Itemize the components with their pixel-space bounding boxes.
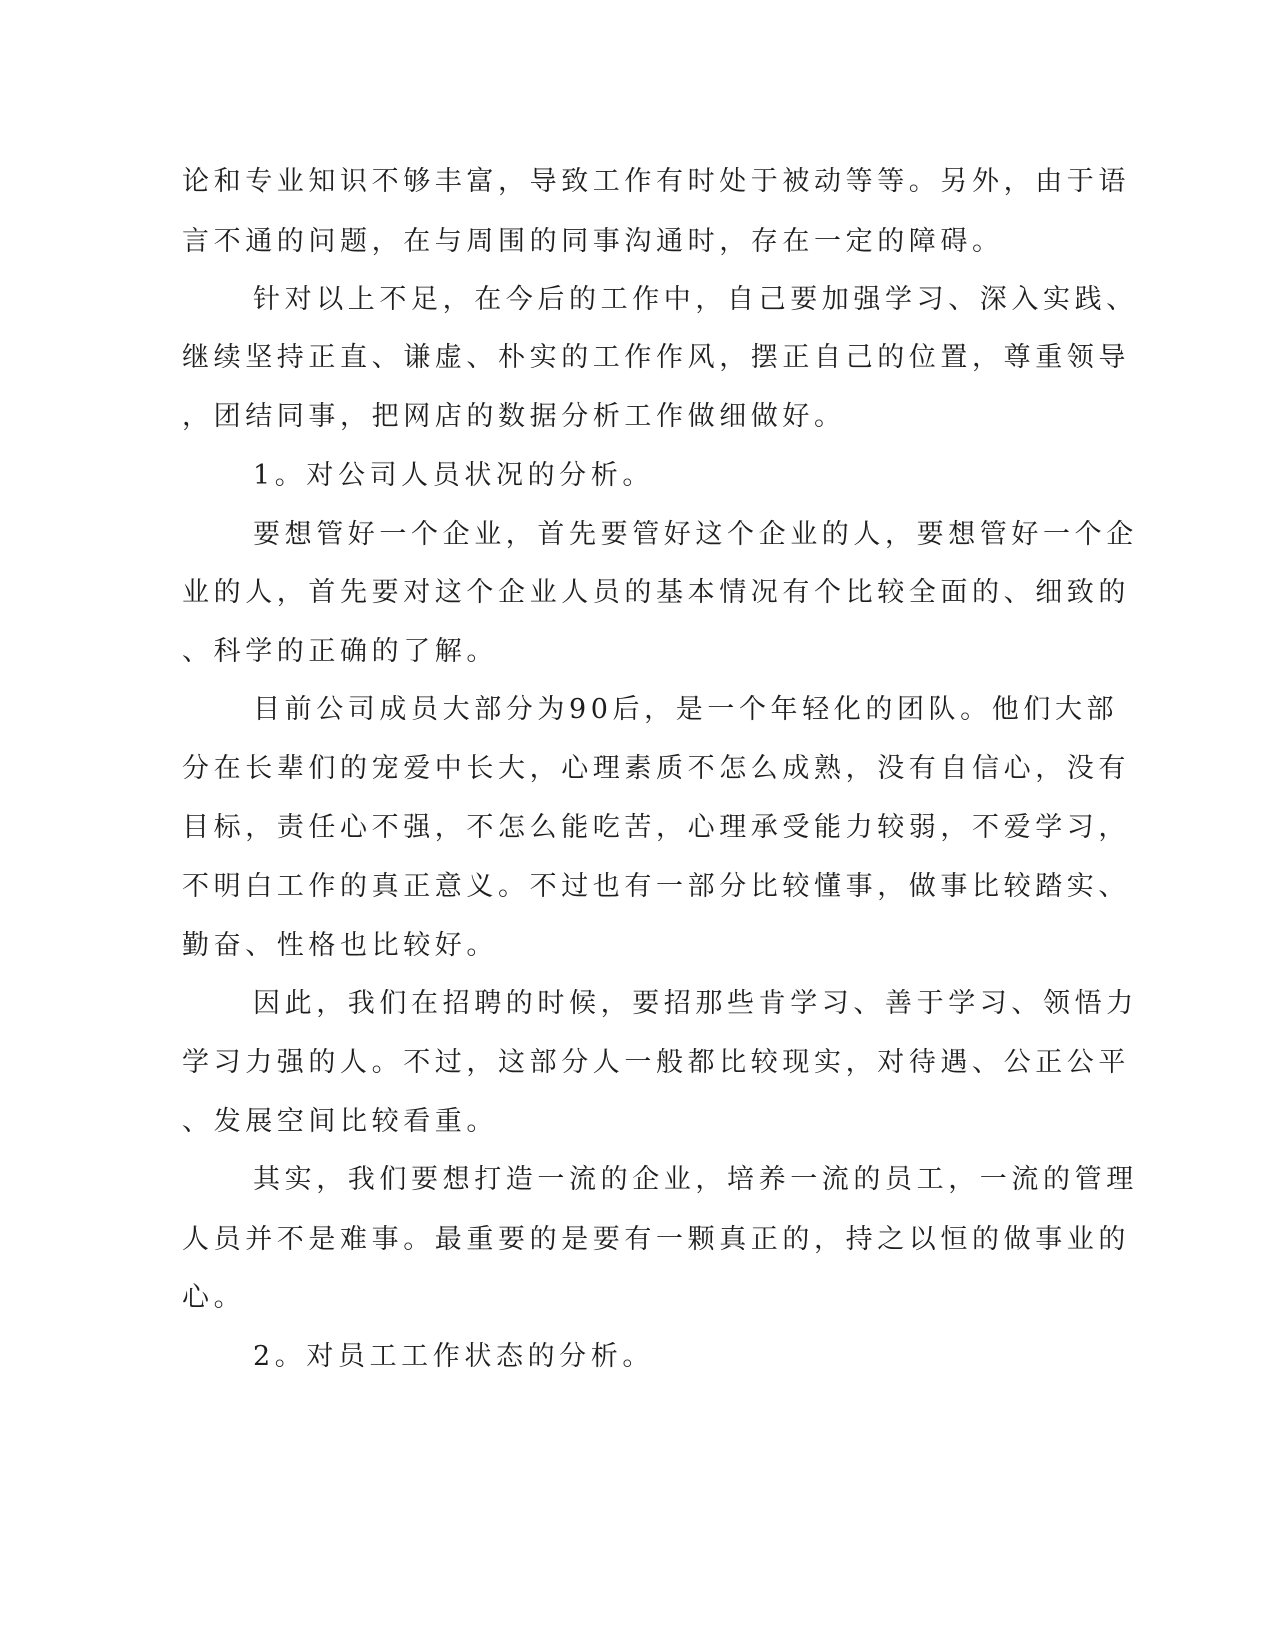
paragraph-line: 言不通的问题，在与周围的同事沟通时，存在一定的障碍。 <box>182 226 1004 257</box>
paragraph-line: ，团结同事，把网店的数据分析工作做细做好。 <box>182 401 846 432</box>
paragraph-line: 、科学的正确的了解。 <box>182 636 498 667</box>
paragraph-line: 、发展空间比较看重。 <box>182 1106 498 1137</box>
paragraph-line: 业的人，首先要对这个企业人员的基本情况有个比较全面的、细致的 <box>182 577 1130 608</box>
section-heading: 1。对公司人员状况的分析。 <box>253 460 654 491</box>
paragraph-line: 目标，责任心不强，不怎么能吃苦，心理承受能力较弱，不爱学习， <box>182 812 1130 843</box>
paragraph-line: 目前公司成员大部分为90后，是一个年轻化的团队。他们大部 <box>253 694 1119 725</box>
paragraph-line: 人员并不是难事。最重要的是要有一颗真正的，持之以恒的做事业的 <box>182 1224 1130 1255</box>
paragraph-line: 勤奋、性格也比较好。 <box>182 930 498 961</box>
section-heading: 2。对员工工作状态的分析。 <box>253 1341 654 1372</box>
paragraph-line: 心。 <box>182 1282 246 1313</box>
paragraph-line: 针对以上不足，在今后的工作中，自己要加强学习、深入实践、 <box>253 284 1138 315</box>
paragraph-line: 因此，我们在招聘的时候，要招那些肯学习、善于学习、领悟力 <box>253 988 1138 1019</box>
paragraph-line: 继续坚持正直、谦虚、朴实的工作作风，摆正自己的位置，尊重领导 <box>182 342 1130 373</box>
paragraph-line: 不明白工作的真正意义。不过也有一部分比较懂事，做事比较踏实、 <box>182 871 1130 902</box>
paragraph-line: 论和专业知识不够丰富，导致工作有时处于被动等等。另外，由于语 <box>182 166 1130 197</box>
paragraph-line: 其实，我们要想打造一流的企业，培养一流的员工，一流的管理 <box>253 1164 1138 1195</box>
paragraph-line: 分在长辈们的宠爱中长大，心理素质不怎么成熟，没有自信心，没有 <box>182 753 1130 784</box>
paragraph-line: 要想管好一个企业，首先要管好这个企业的人，要想管好一个企 <box>253 519 1138 550</box>
paragraph-line: 学习力强的人。不过，这部分人一般都比较现实，对待遇、公正公平 <box>182 1047 1130 1078</box>
